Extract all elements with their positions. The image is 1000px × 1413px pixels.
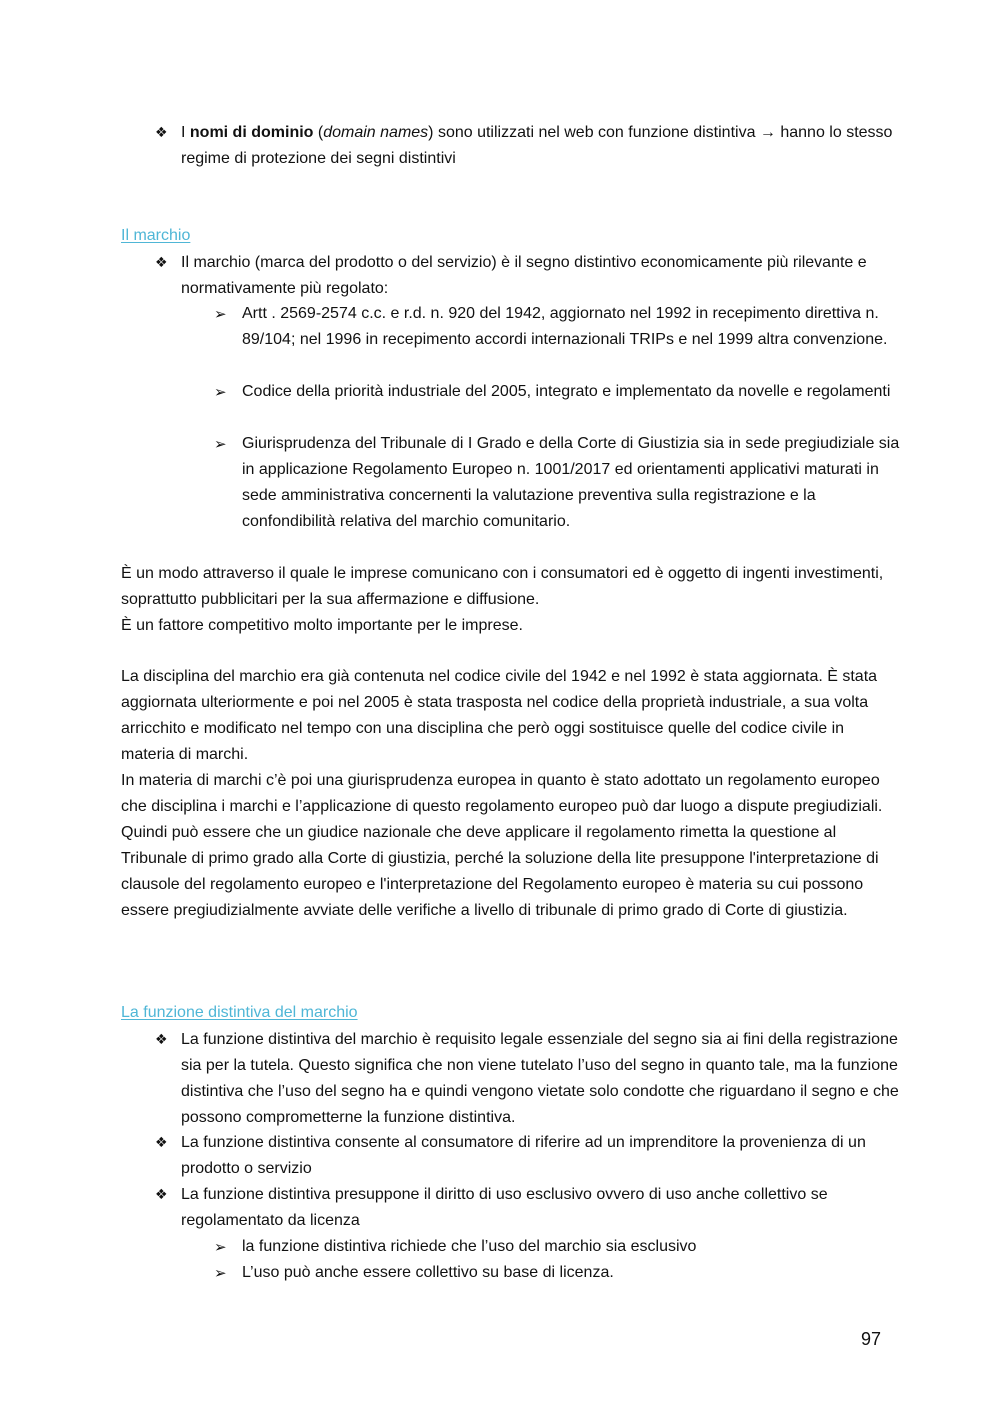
sub-bullet-item	[214, 379, 912, 405]
sub-bullet-text: la funzione distintiva richiede che l’uso del marchio sia esclusivo	[242, 1238, 697, 1255]
arrow-bullet-icon: ➢	[214, 383, 227, 401]
bullet-item-domain-names	[155, 120, 911, 172]
sub-bullet-text: L’uso può anche essere collettivo su base di licenza.	[242, 1264, 614, 1281]
bullet-item	[155, 1130, 911, 1182]
sub-bullet-item	[214, 431, 912, 535]
bullet-item	[155, 1027, 911, 1131]
bullet-text: La funzione distintiva consente al consumatore di riferire ad un imprenditore la provenienza di un prodotto o servizio	[181, 1134, 866, 1177]
diamond-bullet-icon: ❖	[155, 1187, 168, 1203]
text-run: I	[181, 124, 190, 141]
arrow-bullet-icon: ➢	[214, 305, 227, 323]
arrow-bullet-icon: ➢	[214, 435, 227, 453]
section-heading-il-marchio: Il marchio	[121, 227, 191, 244]
sub-bullet-text: Codice della priorità industriale del 2005, integrato e implementato da novelle e regolamenti	[242, 383, 891, 400]
sub-bullet-item	[214, 1260, 912, 1286]
diamond-bullet-icon: ❖	[155, 125, 168, 141]
page-number: 97	[860, 1329, 881, 1349]
section-heading-funzione-distintiva: La funzione distintiva del marchio	[121, 1004, 358, 1021]
arrow-bullet-icon: ➢	[214, 1264, 227, 1282]
bold-term: nomi di dominio	[189, 124, 314, 141]
bullet-text: La funzione distintiva presuppone il diritto di uso esclusivo ovvero di uso anche collettivo se regolamentato da licenza	[181, 1186, 828, 1229]
bullet-text: La funzione distintiva del marchio è requisito legale essenziale del segno sia ai fini della registrazione sia per la tutela. Questo significa che non viene tutelato l’uso del segno in quanto tale, ma la funzione distintiva che l’uso del segno ha e quindi vengono vietate solo condotte che riguardano il segno e che possono comprometterne la funzione distintiva.	[181, 1031, 899, 1126]
diamond-bullet-icon: ❖	[155, 255, 168, 271]
bullet-item-marchio	[155, 250, 911, 302]
text-run: (	[313, 124, 324, 141]
bullet-item	[155, 1182, 911, 1234]
diamond-bullet-icon: ❖	[155, 1032, 168, 1048]
text-run: ) sono utilizzati nel web con funzione distintiva → hanno lo stesso regime di protezione dei segni distintivi	[181, 124, 893, 167]
arrow-bullet-icon: ➢	[214, 1238, 227, 1256]
sub-bullet-text: Giurisprudenza del Tribunale di I Grado e della Corte di Giustizia sia in sede pregiudiziale sia in applicazione Regolamento Europeo n. 1001/2017 ed orientamenti applicativi maturati in sede amministrativa concernenti la valutazione preventiva sulla registrazione e la confondibilità relativa del marchio comunitario.	[242, 435, 900, 530]
italic-term: domain names	[323, 124, 429, 141]
bullet-text: Il marchio (marca del prodotto o del servizio) è il segno distintivo economicamente più rilevante e normativamente più regolato:	[181, 254, 867, 297]
sub-bullet-item	[214, 301, 912, 353]
sub-bullet-item	[214, 1234, 912, 1260]
body-paragraph: La disciplina del marchio era già contenuta nel codice civile del 1942 e nel 1992 è stata aggiornata. È stata aggiornata ulteriormente e poi nel 2005 è stata trasposta nel codice della proprietà industriale, a sua volta arricchito e modificato nel tempo con una disciplina che però oggi sostituisce quelle del codice civile in materia di marchi. In materia di marchi c’è poi una giurisprudenza europea in quanto è stato adottato un regolamento europeo che disciplina i marchi e l’applicazione di questo regolamento europeo può dar luogo a dispute pregiudiziali. Quindi può essere che un giudice nazionale che deve applicare il regolamento rimetta la questione al Tribunale di primo grado alla Corte di giustizia, perché la soluzione della lite presuppone l'interpretazione di clausole del regolamento europeo e l'interpretazione del Regolamento europeo è materia su cui possono essere pregiudizialmente avviate delle verifiche a livello di tribunale di primo grado di Corte di giustizia.	[121, 668, 883, 919]
body-paragraph: È un modo attraverso il quale le imprese comunicano con i consumatori ed è oggetto di ingenti investimenti, soprattutto pubblicitari per la sua affermazione e diffusione. È un fattore competitivo molto importante per le imprese.	[121, 565, 884, 634]
diamond-bullet-icon: ❖	[155, 1135, 168, 1151]
sub-bullet-text: Artt . 2569-2574 c.c. e r.d. n. 920 del 1942, aggiornato nel 1992 in recepimento direttiva n. 89/104; nel 1996 in recepimento accordi internazionali TRIPs e nel 1999 altra convenzione.	[242, 305, 888, 348]
